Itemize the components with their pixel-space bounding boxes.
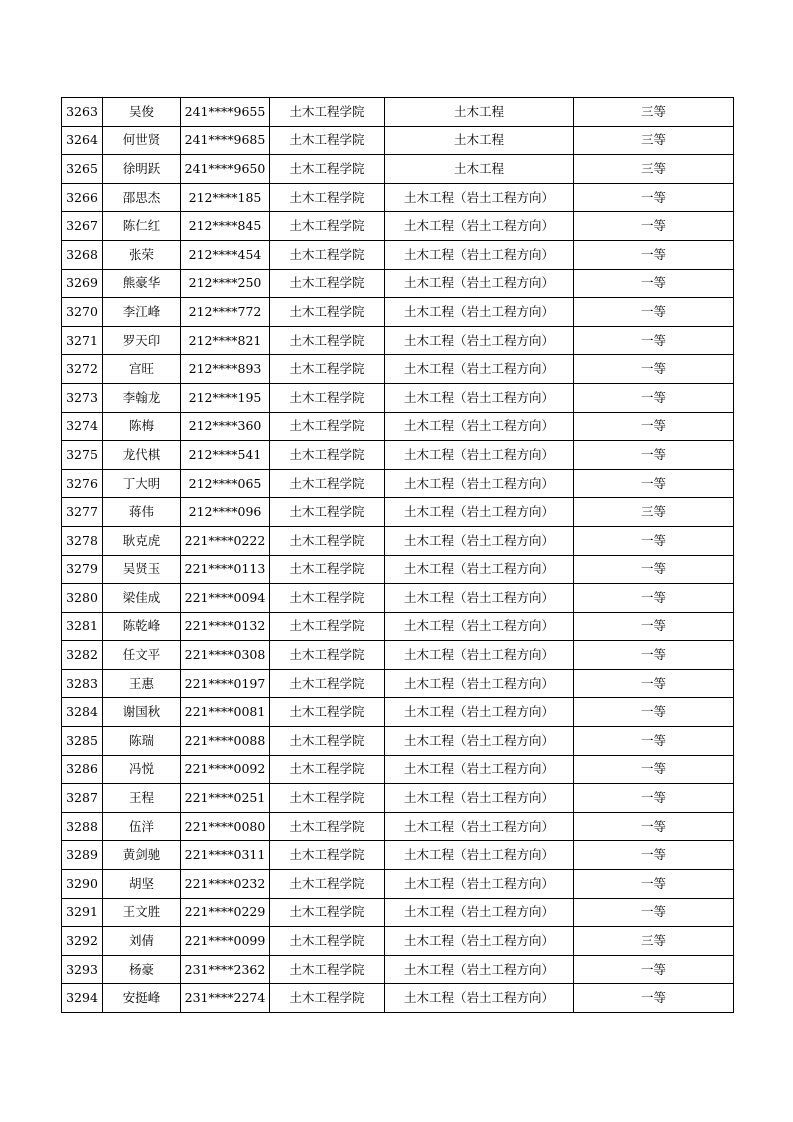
- row-number: 3284: [62, 698, 103, 727]
- row-number: 3273: [62, 383, 103, 412]
- student-name: 杨豪: [103, 955, 181, 984]
- student-name: 王文胜: [103, 898, 181, 927]
- college-name: 土木工程学院: [270, 698, 385, 727]
- award-level: 一等: [574, 526, 734, 555]
- college-name: 土木工程学院: [270, 212, 385, 241]
- student-id: 212****185: [181, 183, 270, 212]
- college-name: 土木工程学院: [270, 469, 385, 498]
- student-id: 221****0081: [181, 698, 270, 727]
- student-name: 何世贤: [103, 126, 181, 155]
- award-level: 一等: [574, 383, 734, 412]
- student-name: 李翰龙: [103, 383, 181, 412]
- row-number: 3278: [62, 526, 103, 555]
- major-name: 土木工程（岩土工程方向）: [385, 355, 574, 384]
- student-name: 罗天印: [103, 326, 181, 355]
- award-level: 一等: [574, 584, 734, 613]
- college-name: 土木工程学院: [270, 841, 385, 870]
- table-row: [62, 269, 734, 298]
- table-row: [62, 755, 734, 784]
- major-name: 土木工程（岩土工程方向）: [385, 870, 574, 899]
- row-number: 3266: [62, 183, 103, 212]
- row-number: 3292: [62, 927, 103, 956]
- student-name: 丁大明: [103, 469, 181, 498]
- student-id: 212****250: [181, 269, 270, 298]
- award-level: 三等: [574, 498, 734, 527]
- row-number: 3282: [62, 641, 103, 670]
- student-name: 冯悦: [103, 755, 181, 784]
- student-id: 221****0197: [181, 669, 270, 698]
- student-name: 王程: [103, 784, 181, 813]
- table-row: [62, 126, 734, 155]
- student-id: 221****0229: [181, 898, 270, 927]
- college-name: 土木工程学院: [270, 498, 385, 527]
- award-level: 一等: [574, 441, 734, 470]
- student-name: 胡坚: [103, 870, 181, 899]
- award-level: 一等: [574, 784, 734, 813]
- award-level: 一等: [574, 240, 734, 269]
- table-row: [62, 812, 734, 841]
- college-name: 土木工程学院: [270, 98, 385, 127]
- row-number: 3271: [62, 326, 103, 355]
- major-name: 土木工程（岩土工程方向）: [385, 183, 574, 212]
- student-id: 221****0222: [181, 526, 270, 555]
- row-number: 3291: [62, 898, 103, 927]
- table-row: [62, 698, 734, 727]
- row-number: 3288: [62, 812, 103, 841]
- table-row: [62, 469, 734, 498]
- row-number: 3269: [62, 269, 103, 298]
- college-name: 土木工程学院: [270, 927, 385, 956]
- student-id: 221****0092: [181, 755, 270, 784]
- college-name: 土木工程学院: [270, 412, 385, 441]
- table-row: [62, 98, 734, 127]
- row-number: 3277: [62, 498, 103, 527]
- major-name: 土木工程: [385, 126, 574, 155]
- award-level: 一等: [574, 412, 734, 441]
- college-name: 土木工程学院: [270, 669, 385, 698]
- major-name: 土木工程（岩土工程方向）: [385, 526, 574, 555]
- major-name: 土木工程（岩土工程方向）: [385, 326, 574, 355]
- award-level: 一等: [574, 641, 734, 670]
- table-row: [62, 212, 734, 241]
- major-name: 土木工程（岩土工程方向）: [385, 755, 574, 784]
- row-number: 3274: [62, 412, 103, 441]
- student-name: 李江峰: [103, 298, 181, 327]
- student-name: 吴贤玉: [103, 555, 181, 584]
- student-name: 陈乾峰: [103, 612, 181, 641]
- roster-body: [62, 98, 734, 1013]
- row-number: 3263: [62, 98, 103, 127]
- major-name: 土木工程（岩土工程方向）: [385, 641, 574, 670]
- award-level: 一等: [574, 955, 734, 984]
- major-name: 土木工程（岩土工程方向）: [385, 784, 574, 813]
- student-name: 熊豪华: [103, 269, 181, 298]
- award-level: 三等: [574, 155, 734, 184]
- student-id: 221****0132: [181, 612, 270, 641]
- row-number: 3279: [62, 555, 103, 584]
- college-name: 土木工程学院: [270, 441, 385, 470]
- student-id: 212****893: [181, 355, 270, 384]
- college-name: 土木工程学院: [270, 727, 385, 756]
- major-name: 土木工程（岩土工程方向）: [385, 498, 574, 527]
- college-name: 土木工程学院: [270, 955, 385, 984]
- student-name: 黄剑驰: [103, 841, 181, 870]
- major-name: 土木工程（岩土工程方向）: [385, 383, 574, 412]
- table-row: [62, 727, 734, 756]
- student-id: 221****0311: [181, 841, 270, 870]
- row-number: 3283: [62, 669, 103, 698]
- table-row: [62, 240, 734, 269]
- table-row: [62, 955, 734, 984]
- major-name: 土木工程（岩土工程方向）: [385, 269, 574, 298]
- award-level: 一等: [574, 612, 734, 641]
- student-id: 231****2274: [181, 984, 270, 1013]
- table-row: [62, 383, 734, 412]
- student-name: 徐明跃: [103, 155, 181, 184]
- major-name: 土木工程（岩土工程方向）: [385, 898, 574, 927]
- major-name: 土木工程（岩土工程方向）: [385, 984, 574, 1013]
- major-name: 土木工程（岩土工程方向）: [385, 212, 574, 241]
- college-name: 土木工程学院: [270, 812, 385, 841]
- major-name: 土木工程（岩土工程方向）: [385, 727, 574, 756]
- table-row: [62, 584, 734, 613]
- college-name: 土木工程学院: [270, 126, 385, 155]
- award-level: 一等: [574, 898, 734, 927]
- college-name: 土木工程学院: [270, 155, 385, 184]
- student-id: 221****0232: [181, 870, 270, 899]
- table-row: [62, 641, 734, 670]
- award-level: 一等: [574, 326, 734, 355]
- award-level: 三等: [574, 98, 734, 127]
- student-id: 212****454: [181, 240, 270, 269]
- table-row: [62, 669, 734, 698]
- row-number: 3287: [62, 784, 103, 813]
- award-level: 一等: [574, 298, 734, 327]
- student-id: 231****2362: [181, 955, 270, 984]
- major-name: 土木工程（岩土工程方向）: [385, 584, 574, 613]
- award-level: 一等: [574, 984, 734, 1013]
- college-name: 土木工程学院: [270, 383, 385, 412]
- major-name: 土木工程（岩土工程方向）: [385, 812, 574, 841]
- major-name: 土木工程（岩土工程方向）: [385, 298, 574, 327]
- college-name: 土木工程学院: [270, 612, 385, 641]
- college-name: 土木工程学院: [270, 755, 385, 784]
- table-row: [62, 927, 734, 956]
- row-number: 3268: [62, 240, 103, 269]
- row-number: 3281: [62, 612, 103, 641]
- major-name: 土木工程（岩土工程方向）: [385, 469, 574, 498]
- student-name: 陈仁红: [103, 212, 181, 241]
- major-name: 土木工程: [385, 155, 574, 184]
- college-name: 土木工程学院: [270, 298, 385, 327]
- row-number: 3272: [62, 355, 103, 384]
- student-id: 212****541: [181, 441, 270, 470]
- table-row: [62, 870, 734, 899]
- table-row: [62, 155, 734, 184]
- table-row: [62, 841, 734, 870]
- row-number: 3280: [62, 584, 103, 613]
- student-id: 212****096: [181, 498, 270, 527]
- table-row: [62, 784, 734, 813]
- table-row: [62, 326, 734, 355]
- college-name: 土木工程学院: [270, 326, 385, 355]
- row-number: 3285: [62, 727, 103, 756]
- table-row: [62, 984, 734, 1013]
- student-name: 陈瑞: [103, 727, 181, 756]
- student-name: 王惠: [103, 669, 181, 698]
- major-name: 土木工程（岩土工程方向）: [385, 841, 574, 870]
- award-level: 一等: [574, 555, 734, 584]
- award-level: 一等: [574, 183, 734, 212]
- college-name: 土木工程学院: [270, 584, 385, 613]
- student-id: 221****0094: [181, 584, 270, 613]
- college-name: 土木工程学院: [270, 269, 385, 298]
- college-name: 土木工程学院: [270, 870, 385, 899]
- table-row: [62, 298, 734, 327]
- college-name: 土木工程学院: [270, 898, 385, 927]
- student-name: 陈梅: [103, 412, 181, 441]
- student-id: 221****0080: [181, 812, 270, 841]
- award-level: 一等: [574, 841, 734, 870]
- major-name: 土木工程（岩土工程方向）: [385, 955, 574, 984]
- table-row: [62, 898, 734, 927]
- award-level: 一等: [574, 698, 734, 727]
- student-name: 梁佳成: [103, 584, 181, 613]
- major-name: 土木工程: [385, 98, 574, 127]
- student-id: 212****845: [181, 212, 270, 241]
- award-roster-table: [61, 97, 734, 1013]
- student-id: 212****065: [181, 469, 270, 498]
- student-id: 212****195: [181, 383, 270, 412]
- award-level: 一等: [574, 755, 734, 784]
- college-name: 土木工程学院: [270, 355, 385, 384]
- college-name: 土木工程学院: [270, 526, 385, 555]
- row-number: 3286: [62, 755, 103, 784]
- college-name: 土木工程学院: [270, 183, 385, 212]
- major-name: 土木工程（岩土工程方向）: [385, 669, 574, 698]
- award-level: 一等: [574, 469, 734, 498]
- student-name: 谢国秋: [103, 698, 181, 727]
- award-level: 一等: [574, 269, 734, 298]
- student-name: 任文平: [103, 641, 181, 670]
- row-number: 3290: [62, 870, 103, 899]
- student-id: 212****772: [181, 298, 270, 327]
- college-name: 土木工程学院: [270, 984, 385, 1013]
- table-row: [62, 612, 734, 641]
- table-row: [62, 355, 734, 384]
- student-name: 刘倩: [103, 927, 181, 956]
- major-name: 土木工程（岩土工程方向）: [385, 441, 574, 470]
- student-name: 吴俊: [103, 98, 181, 127]
- award-level: 一等: [574, 812, 734, 841]
- award-level: 一等: [574, 727, 734, 756]
- major-name: 土木工程（岩土工程方向）: [385, 927, 574, 956]
- award-level: 三等: [574, 927, 734, 956]
- major-name: 土木工程（岩土工程方向）: [385, 412, 574, 441]
- row-number: 3293: [62, 955, 103, 984]
- student-name: 龙代棋: [103, 441, 181, 470]
- row-number: 3270: [62, 298, 103, 327]
- student-name: 宫旺: [103, 355, 181, 384]
- row-number: 3289: [62, 841, 103, 870]
- table-row: [62, 183, 734, 212]
- award-level: 一等: [574, 355, 734, 384]
- table-row: [62, 412, 734, 441]
- major-name: 土木工程（岩土工程方向）: [385, 612, 574, 641]
- student-id: 221****0099: [181, 927, 270, 956]
- row-number: 3294: [62, 984, 103, 1013]
- table-row: [62, 498, 734, 527]
- student-name: 邵思杰: [103, 183, 181, 212]
- student-name: 伍洋: [103, 812, 181, 841]
- student-id: 221****0113: [181, 555, 270, 584]
- table-row: [62, 526, 734, 555]
- student-name: 耿克虎: [103, 526, 181, 555]
- college-name: 土木工程学院: [270, 784, 385, 813]
- college-name: 土木工程学院: [270, 240, 385, 269]
- student-id: 221****0088: [181, 727, 270, 756]
- award-level: 一等: [574, 669, 734, 698]
- row-number: 3265: [62, 155, 103, 184]
- student-id: 221****0308: [181, 641, 270, 670]
- student-name: 张荣: [103, 240, 181, 269]
- award-level: 一等: [574, 212, 734, 241]
- table-row: [62, 555, 734, 584]
- row-number: 3264: [62, 126, 103, 155]
- student-name: 蒋伟: [103, 498, 181, 527]
- major-name: 土木工程（岩土工程方向）: [385, 698, 574, 727]
- row-number: 3275: [62, 441, 103, 470]
- student-id: 241****9655: [181, 98, 270, 127]
- college-name: 土木工程学院: [270, 555, 385, 584]
- table-row: [62, 441, 734, 470]
- row-number: 3276: [62, 469, 103, 498]
- student-id: 221****0251: [181, 784, 270, 813]
- student-id: 212****821: [181, 326, 270, 355]
- student-id: 212****360: [181, 412, 270, 441]
- college-name: 土木工程学院: [270, 641, 385, 670]
- student-id: 241****9685: [181, 126, 270, 155]
- award-level: 一等: [574, 870, 734, 899]
- student-id: 241****9650: [181, 155, 270, 184]
- row-number: 3267: [62, 212, 103, 241]
- award-level: 三等: [574, 126, 734, 155]
- major-name: 土木工程（岩土工程方向）: [385, 240, 574, 269]
- student-name: 安挺峰: [103, 984, 181, 1013]
- major-name: 土木工程（岩土工程方向）: [385, 555, 574, 584]
